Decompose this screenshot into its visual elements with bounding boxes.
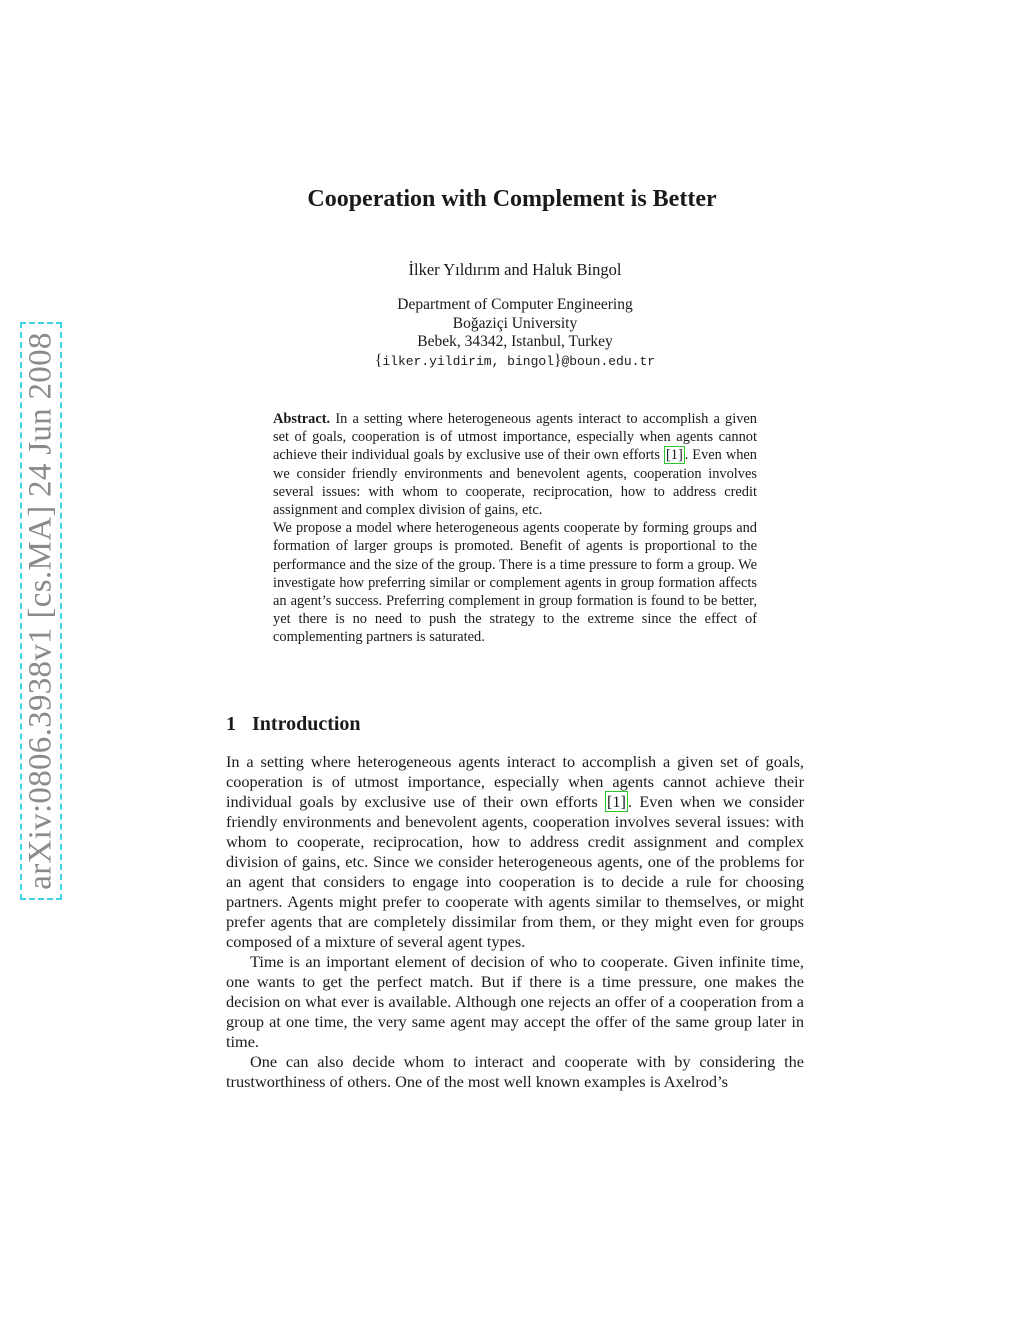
body-text-1a: In a setting where heterogeneous agents interact to accomplish a given set of goals, cooperation is of utmost importance, especially when agents cannot achieve their individual goals by exclusive use of their own efforts — [226, 752, 804, 811]
abstract-text-1b: . Even when we consider friendly environments and benevolent agents, cooperation involves several issues: with whom to cooperate, reciprocation, how to address credit assignment and complex division of gains, etc. — [273, 447, 757, 519]
citation-link[interactable]: [1] — [606, 792, 626, 811]
university: Boğaziçi University — [452, 314, 578, 332]
abstract — [273, 410, 757, 647]
section-number: 1 — [226, 713, 236, 735]
section-body — [226, 752, 804, 1092]
department: Department of Computer Engineering — [397, 296, 633, 313]
email — [0, 352, 1024, 372]
section-heading — [226, 713, 361, 736]
email-domain: @boun.edu.tr — [561, 353, 656, 369]
body-paragraph-1 — [226, 752, 804, 952]
body-paragraph-3: One can also decide whom to interact and cooperate with by considering the trustworthiness of others. One of the most well known examples is Axelrod’s — [226, 1052, 804, 1091]
email-brace-open: { — [374, 351, 383, 369]
arxiv-stamp — [20, 322, 62, 900]
paper-title: Cooperation with Complement is Better — [307, 186, 717, 212]
affiliation — [0, 296, 1024, 371]
arxiv-stamp-text: arXiv:0806.3938v1 [cs.MA] 24 Jun 2008 — [22, 332, 59, 890]
abstract-label: Abstract. — [273, 411, 331, 427]
body-text-1b: . Even when we consider friendly environments and benevolent agents, cooperation involves several issues: with whom to cooperate, reciprocation, how to address credit assignment and complex division of gains, etc. Since we consider heterogeneous agents, one of the problems for an agent that considers to engage into cooperation is to decide a rule for choosing partners. Agents might prefer to cooperate with agents similar to themselves, or might prefer agents that are completely dissimilar from them, or they might even for groups composed of a mixture of several agent types. — [226, 792, 804, 951]
email-users: ilker.yildirim, bingol — [382, 353, 554, 369]
abstract-paragraph-1 — [273, 410, 757, 519]
body-paragraph-2: Time is an important element of decision of who to cooperate. Given infinite time, one wants to get the perfect match. But if there is a time pressure, one makes the decision on what ever is available. Although one rejects an offer of a cooperation from a group at one time, the very same agent may accept the offer of the same group later in time. — [226, 952, 804, 1051]
abstract-text-1a: In a setting where heterogeneous agents interact to accomplish a given set of goals, cooperation is of utmost importance, especially when agents cannot achieve their individual goals by exclusive use of their own efforts — [273, 411, 757, 464]
email-brace-close: } — [554, 351, 562, 369]
authors: İlker Yıldırım and Haluk Bingol — [408, 260, 622, 279]
abstract-paragraph-2: We propose a model where heterogeneous agents cooperate by forming groups and formation of larger groups is promoted. Benefit of agents is proportional to the performance and the size of the group. There is a time pressure to form a group. We investigate how preferring similar or complement agents in group formation affects an agent’s success. Preferring complement in group formation is found to be better, yet there is no need to push the strategy to the extreme since the effect of complementing partners is saturated. — [273, 520, 757, 646]
address: Bebek, 34342, Istanbul, Turkey — [417, 333, 613, 350]
section-title: Introduction — [252, 713, 361, 735]
citation-link[interactable]: [1] — [665, 447, 683, 464]
